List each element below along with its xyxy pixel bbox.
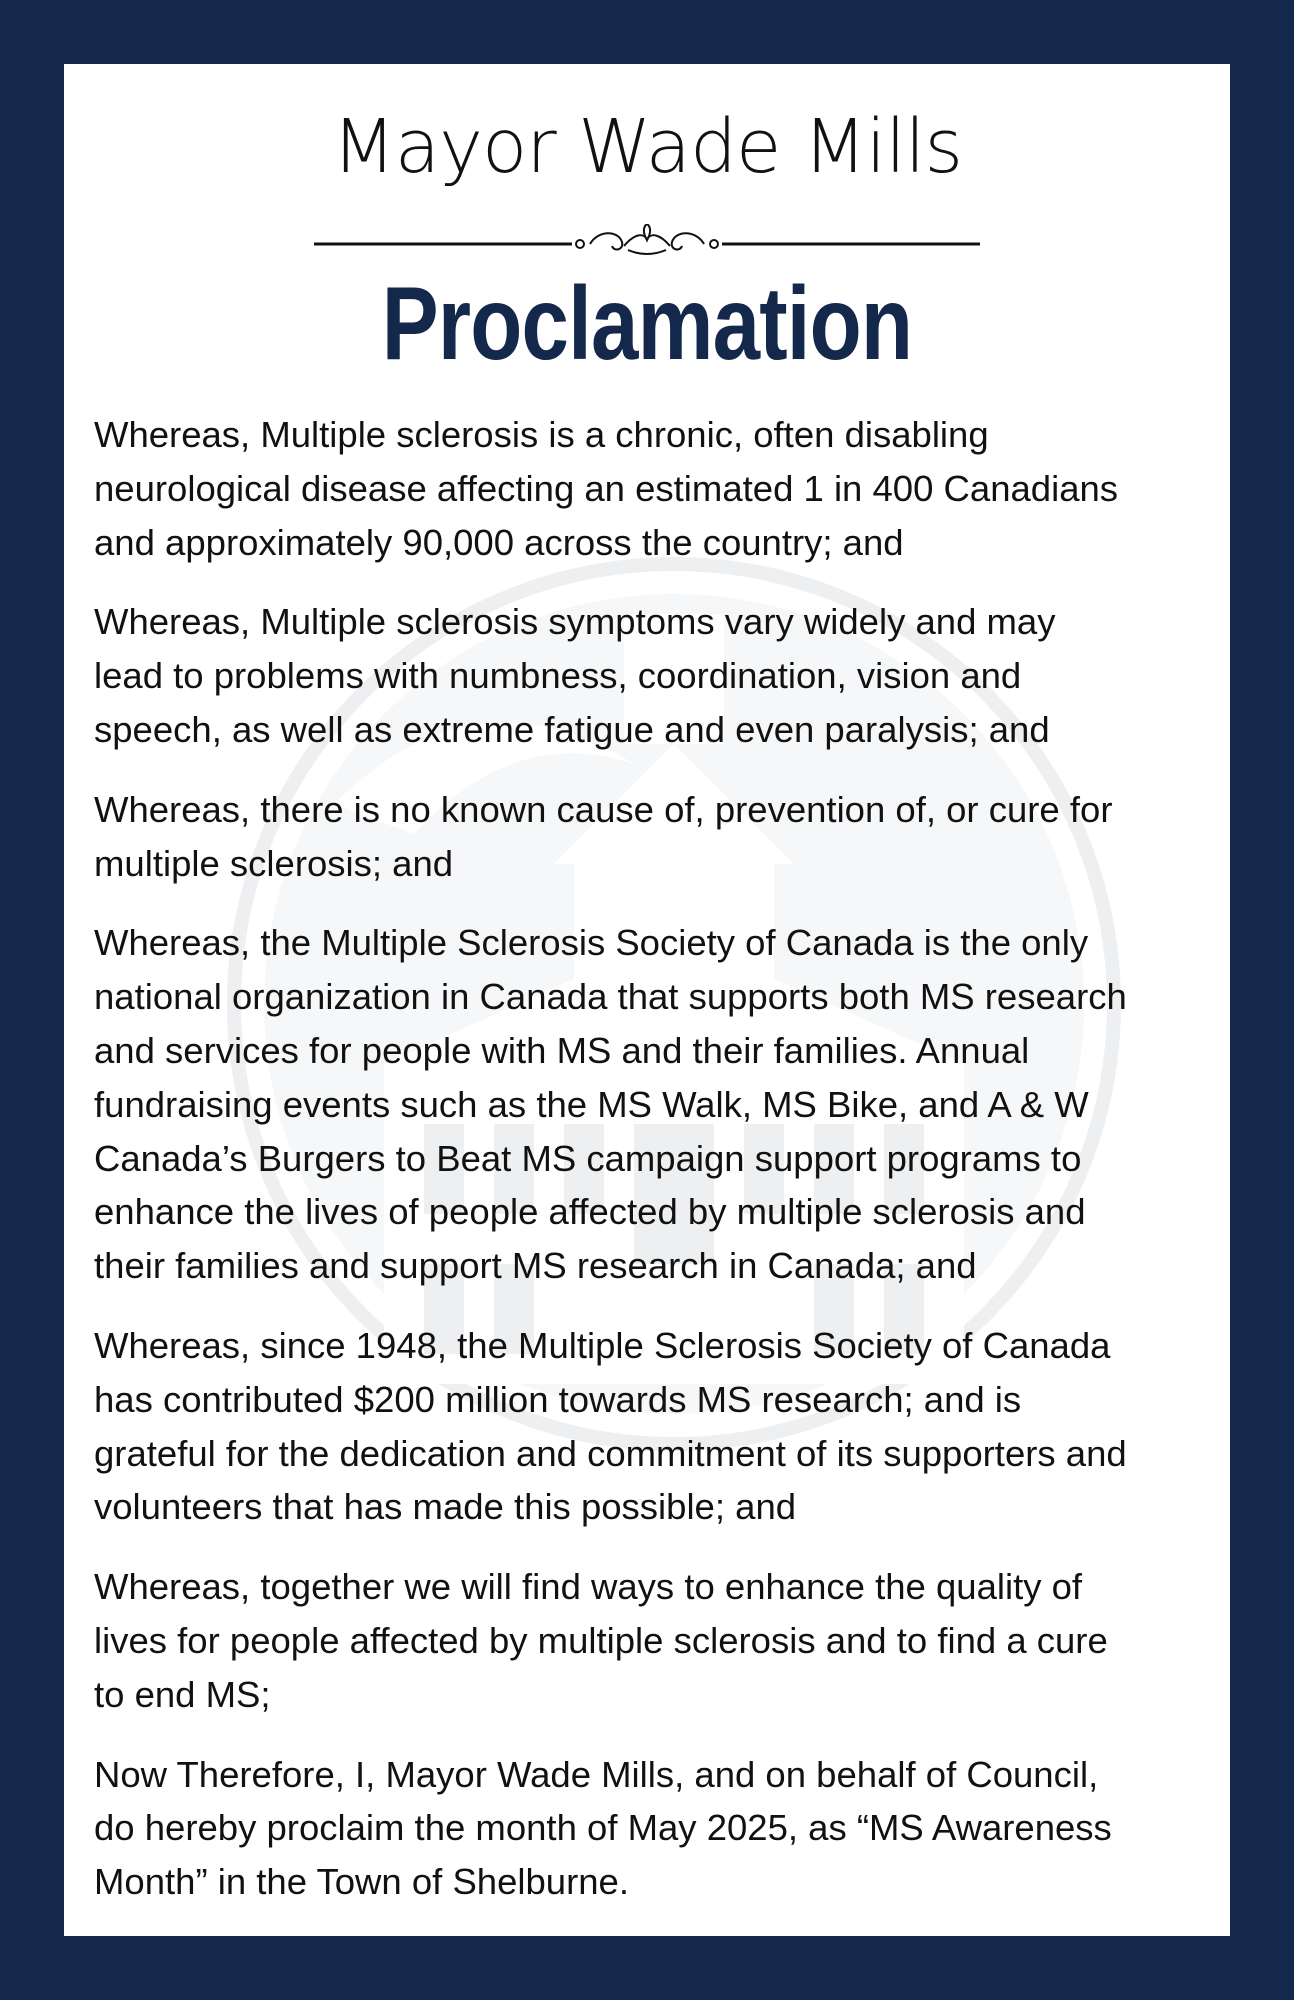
ornamental-divider-icon <box>314 224 980 264</box>
paragraph-5: Whereas, since 1948, the Multiple Sclerosis Society of Canada has contributed $200 million towards MS research; and is grateful for the dedication and commitment of its supporters and volunteers that has made this possible; and <box>94 1324 1127 1528</box>
proclamation-body <box>94 408 1209 1935</box>
paragraph-3: Whereas, there is no known cause of, prevention of, or cure for multiple sclerosis; and <box>94 788 1113 884</box>
paragraph-2: Whereas, Multiple sclerosis symptoms vary widely and may lead to problems with numbness, coordination, vision and speech, as well as extreme fatigue and even paralysis; and <box>94 601 1056 750</box>
mayor-name: Mayor Wade Mills <box>331 104 963 190</box>
paragraph-6: Whereas, together we will find ways to enhance the quality of lives for people affected by multiple sclerosis and to find a cure to end MS; <box>94 1566 1108 1715</box>
proclamation-page <box>64 64 1230 1936</box>
page-title: Proclamation <box>381 266 913 382</box>
paragraph-4: Whereas, the Multiple Sclerosis Society of Canada is the only national organization in Canada that supports both MS research and services for people with MS and their families. Annual fundraising events such as the MS Walk, MS Bike, and A & W Canada’s Burgers to Beat MS campaign support programs to enhance the lives of people affected by multiple sclerosis and their families and support MS research in Canada; and <box>94 922 1127 1287</box>
paragraph-1: Whereas, Multiple sclerosis is a chronic, often disabling neurological disease affecting an estimated 1 in 400 Canadians and approximately 90,000 across the country; and <box>94 414 1119 563</box>
paragraph-7: Now Therefore, I, Mayor Wade Mills, and on behalf of Council, do hereby proclaim the month of May 2025, as “MS Awareness Month” in the Town of Shelburne. <box>94 1753 1112 1903</box>
